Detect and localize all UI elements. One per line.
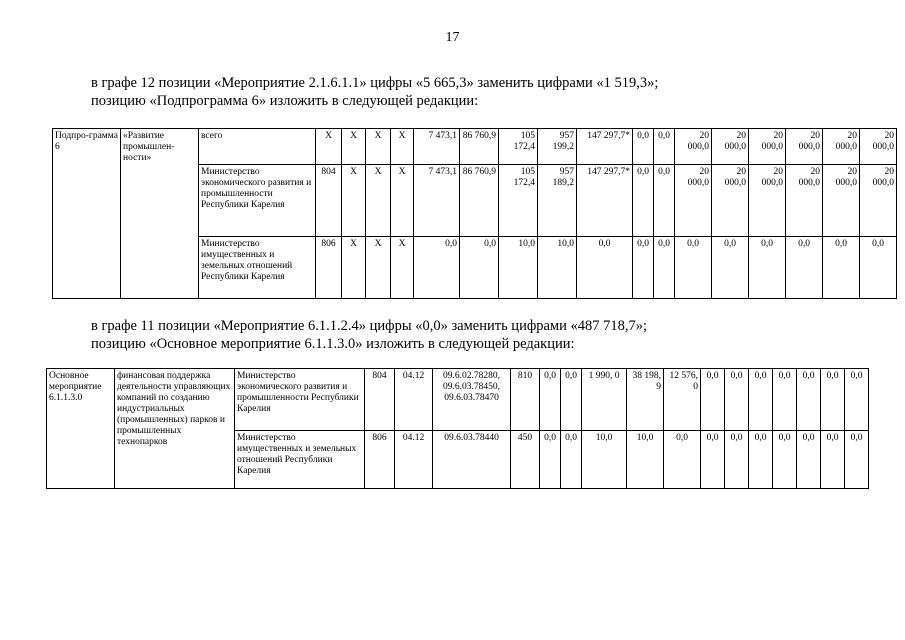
cell-value: 20 000,0 — [786, 129, 823, 165]
cell-target-article: 09.6.03.78440 — [433, 431, 511, 489]
subprogram-label: Подпро-грамма 6 — [53, 129, 121, 299]
cell-x: Х — [366, 237, 391, 299]
page-number: 17 — [445, 30, 460, 45]
cell-value: 0,0 — [845, 369, 869, 431]
activity-label: Основное мероприятие 6.1.1.3.0 — [47, 369, 115, 489]
row-description: Министерство экономического развития и промышленности Республики Карелия — [235, 369, 365, 431]
cell-value: 0,0 — [460, 237, 499, 299]
paragraph-1-line-1: в графе 12 позиции «Мероприятие 2.1.6.1.1» цифры «5 665,3» заменить цифрами «1 519,3»; — [91, 75, 659, 91]
row-description: всего — [199, 129, 316, 165]
cell-value: 957 189,2 — [538, 165, 577, 237]
row-description: Министерство имущественных и земельных отношений Республики Карелия — [199, 237, 316, 299]
cell-value: 0,0 — [797, 431, 821, 489]
cell-value: 20 000,0 — [860, 165, 897, 237]
cell-value: 20 000,0 — [749, 165, 786, 237]
table-row — [47, 369, 869, 431]
activity-name: финансовая поддержка деятельности управляющих компаний по созданию индустриальных (промышленных) парков и промышленных технопарков — [115, 369, 235, 489]
cell-code: 804 — [316, 165, 342, 237]
cell-value: 0,0 — [821, 431, 845, 489]
cell-section: 04.12 — [395, 431, 433, 489]
cell-value: 0,0 — [725, 369, 749, 431]
cell-value: 0,0 — [540, 431, 561, 489]
cell-value: 957 199,2 — [538, 129, 577, 165]
cell-value: 0,0 — [633, 165, 654, 237]
cell-value: 20 000,0 — [860, 129, 897, 165]
table-row — [53, 129, 897, 165]
cell-value: 0,0 — [845, 431, 869, 489]
cell-value: 0,0 — [821, 369, 845, 431]
cell-target-article: 09.6.02.78280, 09.6.03.78450, 09.6.03.78470 — [433, 369, 511, 431]
cell-value: 38 198, 9 — [627, 369, 664, 431]
cell-x: Х — [391, 237, 414, 299]
cell-x: Х — [366, 129, 391, 165]
cell-value: 0,0 — [654, 165, 675, 237]
cell-value: 0,0 — [712, 237, 749, 299]
cell-expense-type: 810 — [511, 369, 540, 431]
paragraph-1-line-2: позицию «Подпрограмма 6» изложить в следующей редакции: — [91, 93, 479, 109]
row-description: Министерство имущественных и земельных отношений Республики Карелия — [235, 431, 365, 489]
cell-value: 20 000,0 — [786, 165, 823, 237]
cell-code: 806 — [365, 431, 395, 489]
cell-x: Х — [391, 165, 414, 237]
cell-value: 0,0 — [823, 237, 860, 299]
cell-x: Х — [316, 129, 342, 165]
cell-value: 0,0 — [773, 431, 797, 489]
cell-value: 105 172,4 — [499, 165, 538, 237]
cell-value: 0,0 — [654, 129, 675, 165]
paragraph-2-line-1: в графе 11 позиции «Мероприятие 6.1.1.2.4» цифры «0,0» заменить цифрами «487 718,7»; — [91, 318, 647, 334]
subprogram-6-table — [52, 128, 897, 299]
cell-value: 20 000,0 — [675, 165, 712, 237]
cell-expense-type: 450 — [511, 431, 540, 489]
cell-value: 0,0 — [749, 431, 773, 489]
cell-value: 7 473,1 — [414, 129, 460, 165]
cell-value: 10,0 — [499, 237, 538, 299]
cell-value: 86 760,9 — [460, 165, 499, 237]
cell-value: 10,0 — [627, 431, 664, 489]
cell-value: 0,0 — [561, 431, 582, 489]
cell-x: Х — [391, 129, 414, 165]
cell-value: 0,0 — [561, 369, 582, 431]
cell-value: 20 000,0 — [823, 165, 860, 237]
cell-value: 20 000,0 — [749, 129, 786, 165]
cell-value: 105 172,4 — [499, 129, 538, 165]
cell-value: 20 000,0 — [712, 165, 749, 237]
cell-value: 10,0 — [538, 237, 577, 299]
cell-value: 12 576, 0 — [664, 369, 701, 431]
cell-value: 147 297,7* — [577, 129, 633, 165]
subprogram-name: «Развитие промышлен-ности» — [121, 129, 199, 299]
cell-x: Х — [342, 237, 366, 299]
cell-value: 7 473,1 — [414, 165, 460, 237]
cell-code: 804 — [365, 369, 395, 431]
cell-value: 0,0 — [701, 369, 725, 431]
cell-value: 0,0 — [633, 129, 654, 165]
cell-value: 147 297,7* — [577, 165, 633, 237]
cell-value: 0,0 — [414, 237, 460, 299]
cell-value: 0,0 — [797, 369, 821, 431]
paragraph-2-line-2: позицию «Основное мероприятие 6.1.1.3.0» изложить в следующей редакции: — [91, 336, 575, 352]
cell-value: 0,0 — [773, 369, 797, 431]
cell-value: 20 000,0 — [675, 129, 712, 165]
cell-value: 0,0 — [701, 431, 725, 489]
cell-section: 04.12 — [395, 369, 433, 431]
cell-value: 0,0 — [749, 237, 786, 299]
main-activity-table — [46, 368, 869, 489]
cell-value: 1 990, 0 — [582, 369, 627, 431]
cell-x: Х — [342, 165, 366, 237]
cell-value: 0,0 — [675, 237, 712, 299]
cell-x: Х — [366, 165, 391, 237]
cell-value: 0,0 — [860, 237, 897, 299]
cell-x: Х — [342, 129, 366, 165]
cell-value: 0,0 — [664, 431, 701, 489]
cell-value: 0,0 — [725, 431, 749, 489]
cell-value: 10,0 — [582, 431, 627, 489]
cell-code: 806 — [316, 237, 342, 299]
cell-value: 0,0 — [654, 237, 675, 299]
cell-value: 0,0 — [633, 237, 654, 299]
cell-value: 0,0 — [786, 237, 823, 299]
cell-value: 86 760,9 — [460, 129, 499, 165]
cell-value: 20 000,0 — [712, 129, 749, 165]
row-description: Министерство экономического развития и промышленности Республики Карелия — [199, 165, 316, 237]
cell-value: 0,0 — [749, 369, 773, 431]
cell-value: 0,0 — [540, 369, 561, 431]
cell-value: 0,0 — [577, 237, 633, 299]
cell-value: 20 000,0 — [823, 129, 860, 165]
